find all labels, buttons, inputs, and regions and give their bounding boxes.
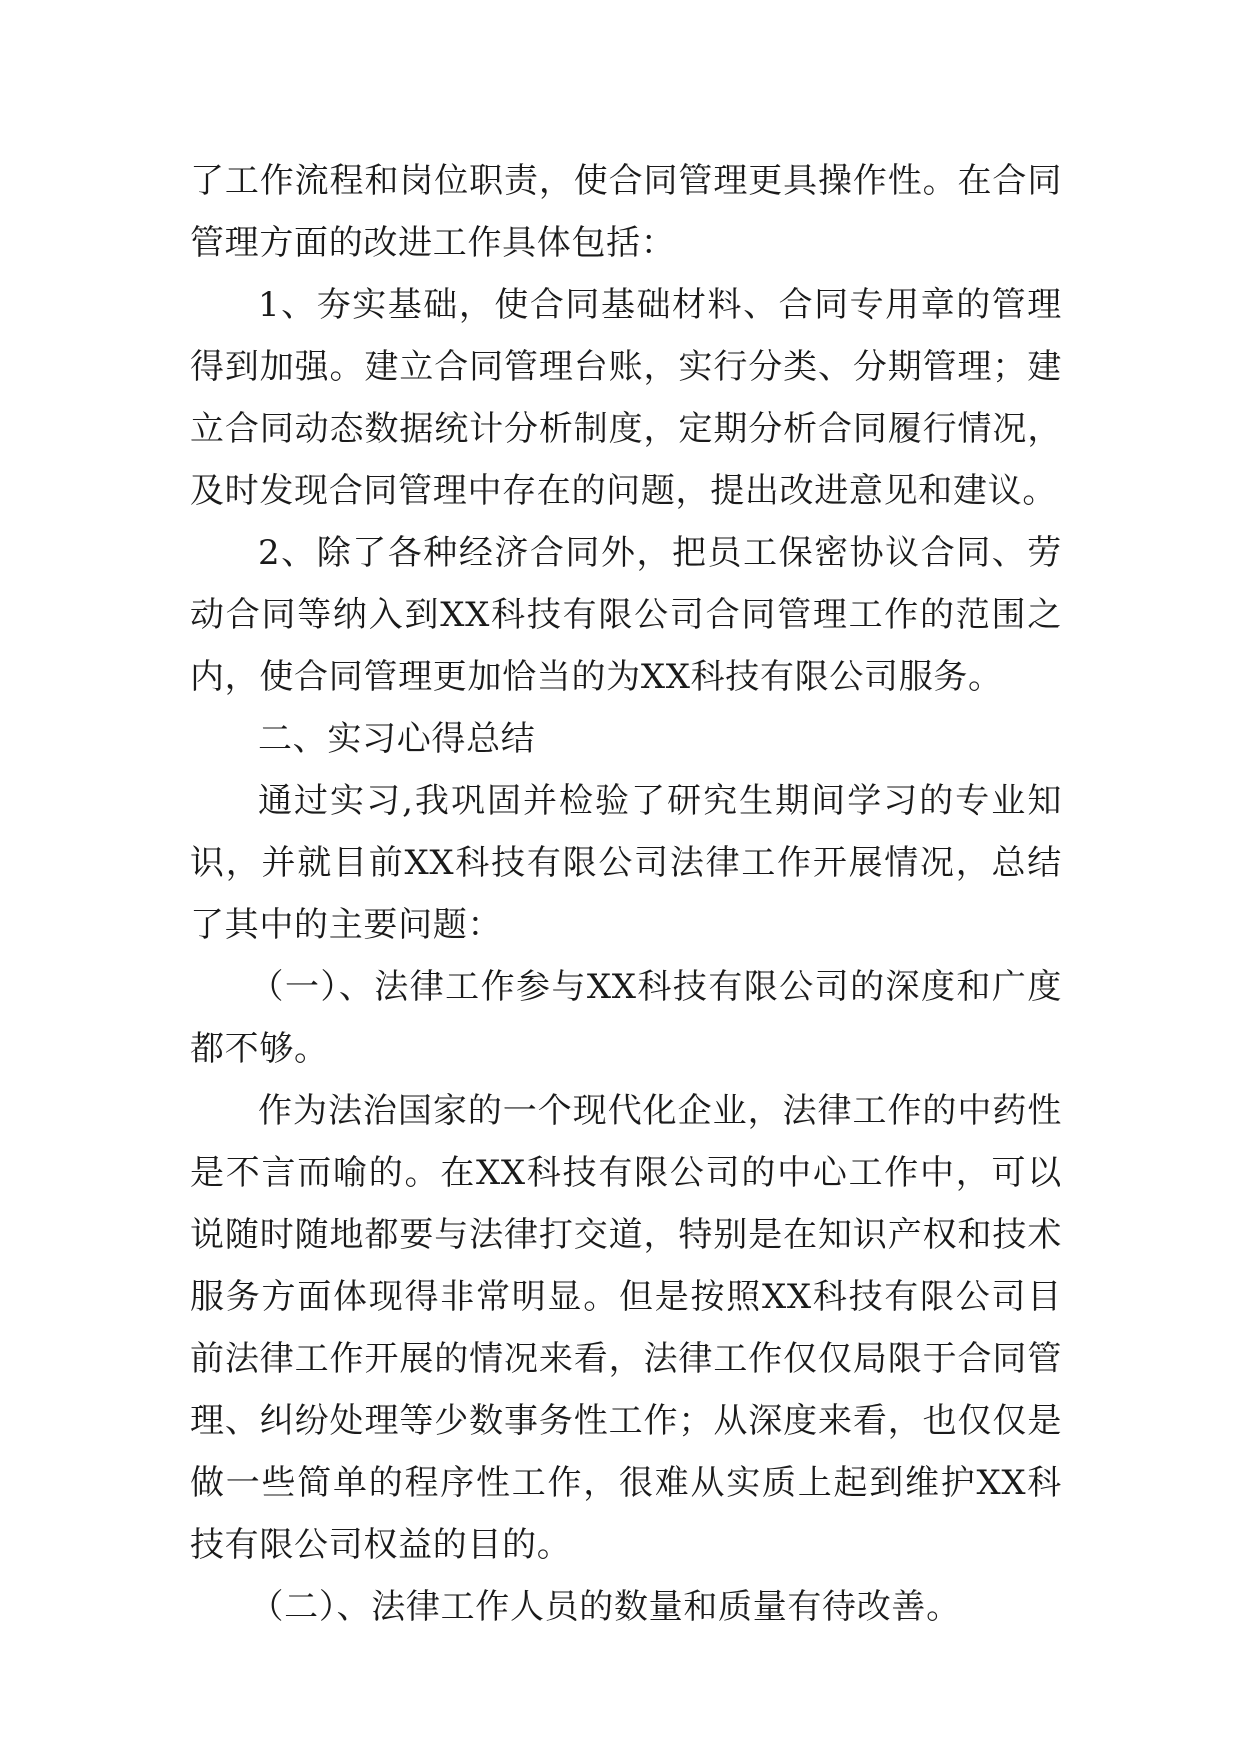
paragraph-intro: 通过实习,我巩固并检验了研究生期间学习的专业知识，并就目前XX科技有限公司法律工作开展情况，总结了其中的主要问题： bbox=[190, 781, 1062, 945]
subheading-2: （二）、法律工作人员的数量和质量有待改善。 bbox=[249, 1587, 961, 1627]
section-heading-2: 二、实习心得总结 bbox=[258, 719, 536, 759]
subheading-1: （一）、法律工作参与XX科技有限公司的深度和广度都不够。 bbox=[190, 967, 1062, 1069]
paragraph-item-2: 2、除了各种经济合同外，把员工保密协议合同、劳动合同等纳入到XX科技有限公司合同管理工作的范围之内，使合同管理更加恰当的为XX科技有限公司服务。 bbox=[190, 533, 1062, 697]
document-page bbox=[190, 150, 1062, 1638]
paragraph-continuation: 了工作流程和岗位职责，使合同管理更具操作性。在合同管理方面的改进工作具体包括： bbox=[190, 161, 1062, 263]
paragraph-body: 作为法治国家的一个现代化企业，法律工作的中药性是不言而喻的。在XX科技有限公司的中心工作中，可以说随时随地都要与法律打交道，特别是在知识产权和技术服务方面体现得非常明显。但是按照XX科技有限公司目前法律工作开展的情况来看，法律工作仅仅局限于合同管理、纠纷处理等少数事务性工作；从深度来看，也仅仅是做一些简单的程序性工作，很难从实质上起到维护XX科技有限公司权益的目的。 bbox=[190, 1091, 1062, 1565]
paragraph-item-1: 1、夯实基础，使合同基础材料、合同专用章的管理得到加强。建立合同管理台账，实行分类、分期管理；建立合同动态数据统计分析制度，定期分析合同履行情况，及时发现合同管理中存在的问题，提出改进意见和建议。 bbox=[190, 285, 1062, 511]
